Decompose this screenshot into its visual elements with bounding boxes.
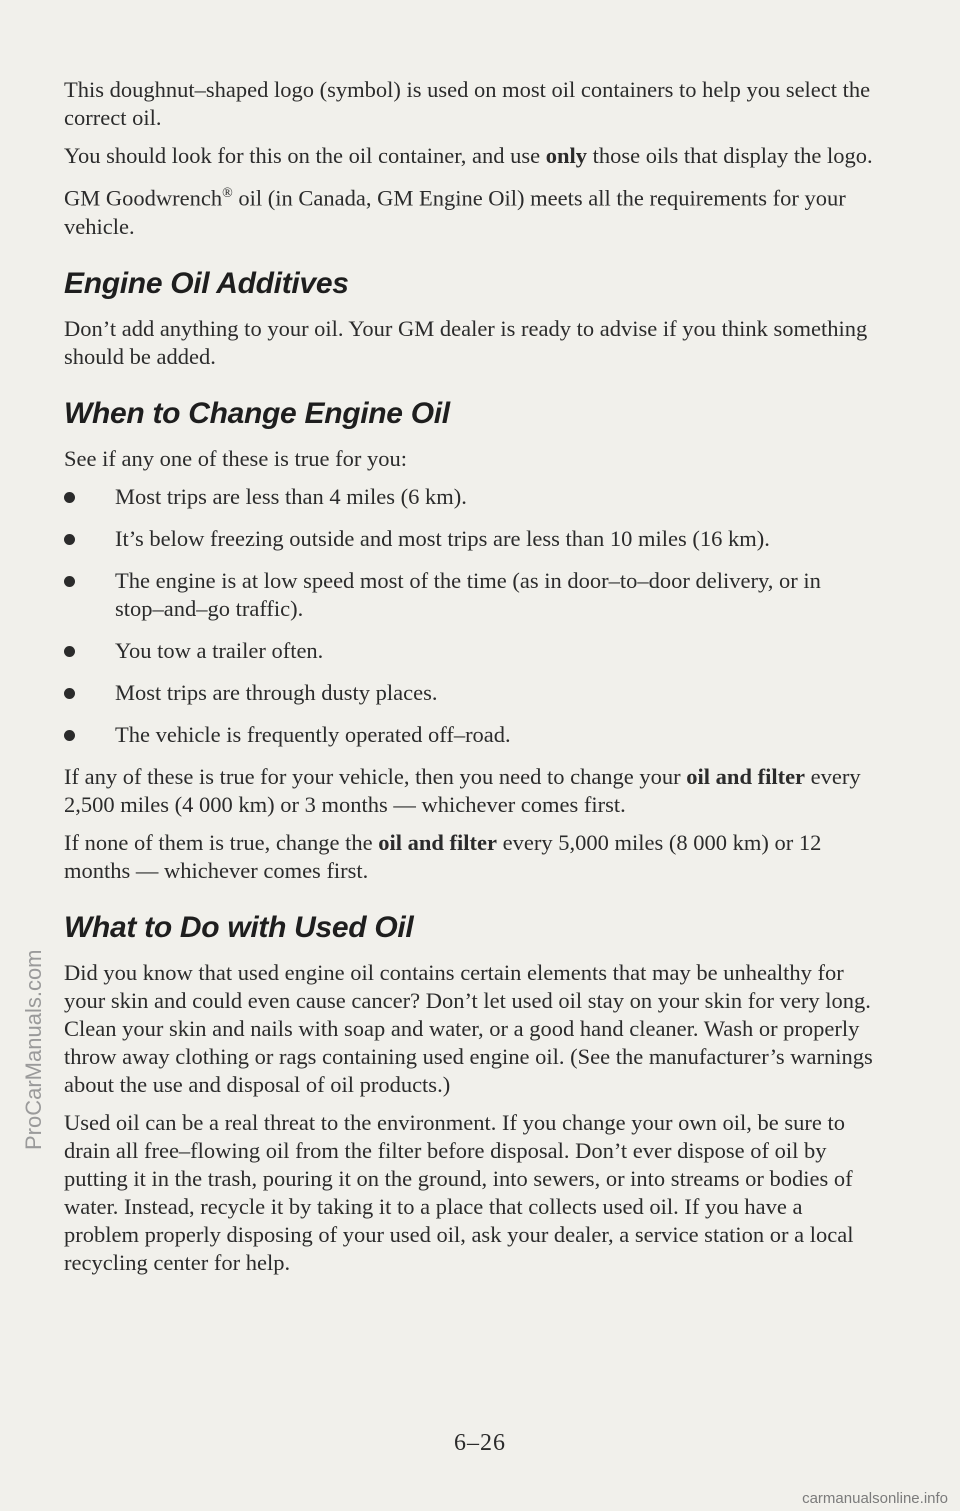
side-watermark: ProCarManuals.com bbox=[21, 949, 46, 1150]
if-none-text-1: If none of them is true, change the bbox=[64, 829, 379, 855]
registered-mark: ® bbox=[222, 186, 233, 201]
list-item-text: You tow a trailer often. bbox=[115, 637, 324, 663]
intro-look-bold: only bbox=[545, 143, 588, 168]
list-item-text: Most trips are less than 4 miles (6 km). bbox=[115, 483, 467, 509]
intro-look-text-1: You should look for this on the oil container, and use bbox=[64, 143, 546, 168]
footer-watermark: carmanualsonline.info bbox=[802, 1490, 948, 1507]
change-lead: See if any one of these is true for you: bbox=[64, 445, 408, 471]
if-none-paragraph bbox=[64, 829, 874, 885]
if-none-text-2: every 5,000 miles (8 000 km) or 12 months — whichever comes first. bbox=[64, 829, 822, 883]
if-any-paragraph bbox=[64, 763, 874, 819]
heading-when-to-change: When to Change Engine Oil bbox=[64, 396, 450, 430]
goodwrench-text-1: GM Goodwrench bbox=[64, 185, 223, 211]
used-oil-paragraph-environment: Used oil can be a real threat to the environment. If you change your own oil, be sure to drain all free–flowing oil from the filter before disposal. Don’t ever dispose of oil by putting it in the trash, pouring it on the ground, into sewers, or into streams or bodies of water. Instead, recycle it by taking it to a place that collects used oil. If you have a problem properly disposing of your used oil, ask your dealer, a service station or a local recycling center for help. bbox=[64, 1109, 854, 1275]
intro-look-text-2: those oils that display the logo. bbox=[587, 143, 873, 168]
if-none-bold: oil and filter bbox=[378, 829, 498, 855]
list-item bbox=[64, 679, 874, 707]
intro-paragraph-look bbox=[64, 142, 874, 170]
used-oil-paragraph-health: Did you know that used engine oil contains certain elements that may be unhealthy for your skin and could even cause cancer? Don’t let used oil stay on your skin for very long. Clean your skin and nails with soap and water, or a good hand cleaner. Wash or properly throw away clothing or rags containing used engine oil. (See the manufacturer’s warnings about the use and disposal of oil products.) bbox=[64, 959, 873, 1097]
bullet-dot-icon bbox=[64, 576, 75, 587]
goodwrench-text-2: oil (in Canada, GM Engine Oil) meets all the requirements for your vehicle. bbox=[64, 185, 846, 239]
manual-page bbox=[64, 76, 874, 1287]
change-conditions-list bbox=[64, 483, 874, 749]
if-any-text-1: If any of these is true for your vehicle, then you need to change your bbox=[64, 763, 687, 789]
additives-paragraph: Don’t add anything to your oil. Your GM dealer is ready to advise if you think something should be added. bbox=[64, 315, 868, 369]
intro-paragraph-goodwrench bbox=[64, 180, 874, 241]
bullet-dot-icon bbox=[64, 688, 75, 699]
list-item-text: Most trips are through dusty places. bbox=[115, 679, 438, 705]
list-item bbox=[64, 567, 874, 623]
if-any-bold: oil and filter bbox=[686, 763, 806, 789]
list-item bbox=[64, 483, 874, 511]
if-any-text-2: every 2,500 miles (4 000 km) or 3 months — whichever comes first. bbox=[64, 763, 861, 817]
list-item-text: The vehicle is frequently operated off–road. bbox=[115, 721, 511, 747]
heading-used-oil: What to Do with Used Oil bbox=[64, 910, 414, 944]
list-item-text: It’s below freezing outside and most trips are less than 10 miles (16 km). bbox=[115, 525, 770, 551]
list-item bbox=[64, 525, 874, 553]
bullet-dot-icon bbox=[64, 646, 75, 657]
intro-paragraph-logo: This doughnut–shaped logo (symbol) is used on most oil containers to help you select the correct oil. bbox=[64, 77, 871, 130]
heading-engine-oil-additives: Engine Oil Additives bbox=[64, 266, 349, 300]
list-item bbox=[64, 637, 874, 665]
list-item-text: The engine is at low speed most of the time (as in door–to–door delivery, or in stop–and–go traffic). bbox=[115, 567, 821, 621]
page-number: 6–26 bbox=[454, 1430, 506, 1456]
bullet-dot-icon bbox=[64, 730, 75, 741]
bullet-dot-icon bbox=[64, 534, 75, 545]
bullet-dot-icon bbox=[64, 492, 75, 503]
list-item bbox=[64, 721, 874, 749]
